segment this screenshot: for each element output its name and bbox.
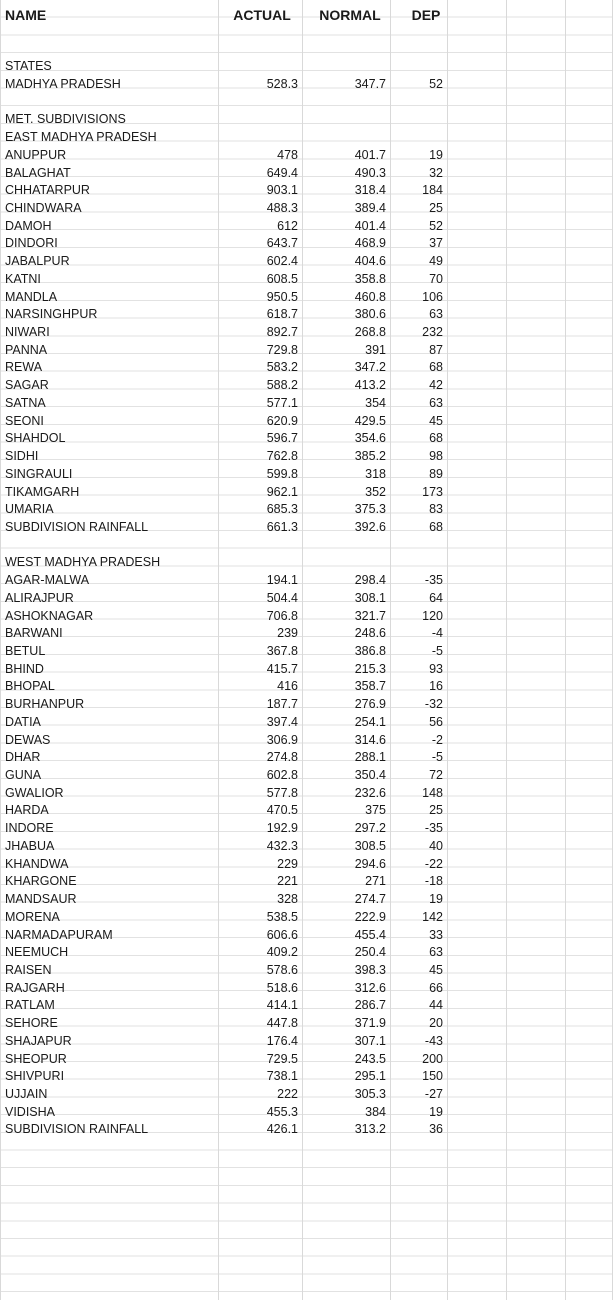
cell-actual[interactable]: 649.4 [266, 165, 298, 180]
cell-actual[interactable]: 962.1 [266, 484, 298, 499]
table-row [0, 1086, 613, 1104]
cell-name[interactable]: KHANDWA [5, 856, 69, 871]
cell-normal[interactable]: 375 [365, 803, 386, 818]
cell-dep[interactable]: 19 [429, 147, 443, 162]
cell-normal[interactable]: 295.1 [354, 1069, 386, 1084]
cell-name[interactable]: SAGAR [5, 378, 49, 393]
cell-actual[interactable]: 606.6 [266, 927, 298, 942]
table-row [0, 253, 613, 271]
cell-name[interactable]: BURHANPUR [5, 697, 85, 712]
cell-dep[interactable]: 68 [429, 360, 443, 375]
table-row [0, 147, 613, 165]
cell-dep[interactable]: 45 [429, 962, 443, 977]
table-row [0, 94, 613, 112]
table-row [0, 395, 613, 413]
table-row [0, 980, 613, 998]
cell-actual[interactable]: 455.3 [266, 1104, 298, 1119]
table-row [0, 58, 613, 76]
cell-normal[interactable]: 313.2 [354, 1122, 386, 1137]
table-row [0, 625, 613, 643]
table-row [0, 537, 613, 555]
cell-dep[interactable]: 142 [422, 909, 443, 924]
cell-name[interactable]: MANDLA [5, 289, 58, 304]
cell-actual[interactable]: 328 [277, 892, 298, 907]
cell-actual[interactable]: 415.7 [266, 661, 298, 676]
cell-normal[interactable]: 307.1 [354, 1033, 386, 1048]
header-normal[interactable]: NORMAL [319, 7, 381, 23]
table-row [0, 484, 613, 502]
cell-name[interactable]: STATES [5, 59, 52, 74]
cell-name[interactable]: SEONI [5, 413, 44, 428]
cell-name[interactable]: DHAR [5, 750, 41, 765]
cell-actual[interactable]: 892.7 [266, 325, 298, 340]
cell-actual[interactable]: 578.6 [266, 962, 298, 977]
cell-dep[interactable]: -18 [424, 874, 443, 889]
cell-dep[interactable]: -35 [424, 821, 443, 836]
cell-name[interactable]: VIDISHA [5, 1104, 56, 1119]
cell-actual[interactable]: 577.1 [266, 395, 298, 410]
table-row [0, 962, 613, 980]
table-row [0, 306, 613, 324]
cell-normal[interactable]: 305.3 [354, 1086, 386, 1101]
cell-dep[interactable]: 72 [429, 768, 443, 783]
cell-actual[interactable]: 221 [277, 874, 298, 889]
cell-actual[interactable]: 409.2 [266, 945, 298, 960]
cell-normal[interactable]: 250.4 [354, 945, 386, 960]
table-row [0, 820, 613, 838]
cell-actual[interactable]: 229 [277, 856, 298, 871]
table-row [0, 1068, 613, 1086]
cell-actual[interactable]: 596.7 [266, 431, 298, 446]
cell-name[interactable]: NARMADAPURAM [5, 927, 113, 942]
cell-dep[interactable]: 63 [429, 307, 443, 322]
cell-normal[interactable]: 371.9 [354, 1016, 386, 1031]
cell-dep[interactable]: 44 [429, 998, 443, 1013]
cell-actual[interactable]: 738.1 [266, 1069, 298, 1084]
cell-actual[interactable]: 618.7 [266, 307, 298, 322]
cell-dep[interactable]: 70 [429, 271, 443, 286]
cell-actual[interactable]: 432.3 [266, 838, 298, 853]
table-row [0, 927, 613, 945]
cell-normal[interactable]: 347.2 [354, 360, 386, 375]
cell-normal[interactable]: 401.7 [354, 147, 386, 162]
cell-normal[interactable]: 347.7 [354, 76, 386, 91]
table-row [0, 678, 613, 696]
cell-name[interactable]: SUBDIVISION RAINFALL [5, 1122, 149, 1137]
cell-dep[interactable]: -35 [424, 573, 443, 588]
cell-actual[interactable]: 643.7 [266, 236, 298, 251]
cell-dep[interactable]: 150 [422, 1069, 443, 1084]
cell-name[interactable]: JHABUA [5, 838, 55, 853]
cell-normal[interactable]: 286.7 [354, 998, 386, 1013]
table-row [0, 732, 613, 750]
cell-dep[interactable]: 232 [422, 325, 443, 340]
cell-name[interactable]: KHARGONE [5, 874, 77, 889]
cell-actual[interactable]: 397.4 [266, 714, 298, 729]
table-row [0, 802, 613, 820]
cell-actual[interactable]: 187.7 [266, 697, 298, 712]
cell-name[interactable]: ANUPPUR [5, 147, 67, 162]
cell-dep[interactable]: 40 [429, 838, 443, 853]
cell-name[interactable]: DAMOH [5, 218, 52, 233]
cell-actual[interactable]: 416 [277, 679, 298, 694]
cell-dep[interactable]: 63 [429, 395, 443, 410]
cell-normal[interactable]: 490.3 [354, 165, 386, 180]
cell-name[interactable]: RAJGARH [5, 980, 65, 995]
cell-normal[interactable]: 243.5 [354, 1051, 386, 1066]
cell-normal[interactable]: 294.6 [354, 856, 386, 871]
header-row [0, 0, 613, 30]
cell-name[interactable]: WEST MADHYA PRADESH [5, 555, 161, 570]
cell-name[interactable]: REWA [5, 360, 43, 375]
table-row [0, 324, 613, 342]
cell-actual[interactable]: 729.8 [266, 342, 298, 357]
cell-actual[interactable]: 903.1 [266, 183, 298, 198]
cell-name[interactable]: DEWAS [5, 732, 51, 747]
cell-name[interactable]: CHINDWARA [5, 200, 82, 215]
cell-dep[interactable]: 64 [429, 590, 443, 605]
cell-name[interactable]: BALAGHAT [5, 165, 71, 180]
cell-actual[interactable]: 661.3 [266, 519, 298, 534]
cell-name[interactable]: BHIND [5, 661, 44, 676]
cell-dep[interactable]: -27 [424, 1086, 443, 1101]
cell-normal[interactable]: 358.7 [354, 679, 386, 694]
cell-normal[interactable]: 232.6 [354, 785, 386, 800]
table-row [0, 377, 613, 395]
cell-name[interactable]: HARDA [5, 803, 49, 818]
cell-dep[interactable]: 83 [429, 502, 443, 517]
cell-normal[interactable]: 298.4 [354, 573, 386, 588]
cell-normal[interactable]: 460.8 [354, 289, 386, 304]
cell-dep[interactable]: 19 [429, 1104, 443, 1119]
cell-name[interactable]: BHOPAL [5, 679, 55, 694]
table-row [0, 1015, 613, 1033]
cell-dep[interactable]: 36 [429, 1122, 443, 1137]
cell-name[interactable]: BARWANI [5, 626, 63, 641]
cell-name[interactable]: SHAJAPUR [5, 1033, 72, 1048]
cell-dep[interactable]: 37 [429, 236, 443, 251]
cell-actual[interactable]: 504.4 [266, 590, 298, 605]
cell-dep[interactable]: 200 [422, 1051, 443, 1066]
cell-actual[interactable]: 612 [277, 218, 298, 233]
table-row [0, 235, 613, 253]
table-row [0, 41, 613, 59]
cell-name[interactable]: INDORE [5, 821, 54, 836]
table-row [0, 466, 613, 484]
cell-normal[interactable]: 254.1 [354, 714, 386, 729]
cell-name[interactable]: DATIA [5, 714, 41, 729]
table-row [0, 554, 613, 572]
table-row [0, 129, 613, 147]
table-row [0, 661, 613, 679]
cell-actual[interactable]: 608.5 [266, 271, 298, 286]
table-row [0, 785, 613, 803]
table-row [0, 271, 613, 289]
cell-actual[interactable]: 950.5 [266, 289, 298, 304]
cell-name[interactable]: SHIVPURI [5, 1069, 65, 1084]
cell-name[interactable]: MET. SUBDIVISIONS [5, 112, 126, 127]
cell-dep[interactable]: 93 [429, 661, 443, 676]
cell-dep[interactable]: 184 [422, 183, 443, 198]
cell-normal[interactable]: 389.4 [354, 200, 386, 215]
table-row [0, 944, 613, 962]
cell-dep[interactable]: 33 [429, 927, 443, 942]
cell-dep[interactable]: -5 [431, 750, 443, 765]
cell-normal[interactable]: 380.6 [354, 307, 386, 322]
cell-normal[interactable]: 384 [365, 1104, 386, 1119]
table-row [0, 749, 613, 767]
cell-actual[interactable]: 194.1 [266, 573, 298, 588]
table-row [0, 289, 613, 307]
cell-dep[interactable]: 89 [429, 466, 443, 481]
cell-actual[interactable]: 222 [277, 1086, 298, 1101]
cell-dep[interactable]: 16 [429, 679, 443, 694]
cell-name[interactable]: SUBDIVISION RAINFALL [5, 519, 149, 534]
cell-dep[interactable]: 19 [429, 892, 443, 907]
table-row [0, 572, 613, 590]
cell-name[interactable]: ASHOKNAGAR [5, 608, 94, 623]
cell-actual[interactable]: 538.5 [266, 909, 298, 924]
cell-normal[interactable]: 404.6 [354, 254, 386, 269]
cell-normal[interactable]: 385.2 [354, 449, 386, 464]
cell-name[interactable]: MORENA [5, 909, 60, 924]
cell-name[interactable]: EAST MADHYA PRADESH [5, 130, 157, 145]
cell-name[interactable]: RATLAM [5, 998, 55, 1013]
cell-normal[interactable]: 318.4 [354, 183, 386, 198]
cell-actual[interactable]: 602.8 [266, 768, 298, 783]
table-row [0, 838, 613, 856]
table-row [0, 200, 613, 218]
cell-actual[interactable]: 602.4 [266, 254, 298, 269]
cell-name[interactable]: SEHORE [5, 1016, 58, 1031]
cell-actual[interactable]: 239 [277, 626, 298, 641]
cell-actual[interactable]: 706.8 [266, 608, 298, 623]
cell-actual[interactable]: 762.8 [266, 449, 298, 464]
cell-dep[interactable]: 20 [429, 1016, 443, 1031]
cell-actual[interactable]: 470.5 [266, 803, 298, 818]
cell-name[interactable]: ALIRAJPUR [5, 590, 74, 605]
cell-normal[interactable]: 386.8 [354, 643, 386, 658]
table-row [0, 76, 613, 94]
cell-dep[interactable]: -32 [424, 697, 443, 712]
table-row [0, 448, 613, 466]
cell-normal[interactable]: 288.1 [354, 750, 386, 765]
cell-dep[interactable]: 98 [429, 449, 443, 464]
cell-normal[interactable]: 350.4 [354, 768, 386, 783]
cell-actual[interactable]: 478 [277, 147, 298, 162]
cell-actual[interactable]: 306.9 [266, 732, 298, 747]
cell-name[interactable]: JABALPUR [5, 254, 70, 269]
cell-dep[interactable]: 120 [422, 608, 443, 623]
cell-normal[interactable]: 391 [365, 342, 386, 357]
cell-normal[interactable]: 354 [365, 395, 386, 410]
cell-dep[interactable]: 106 [422, 289, 443, 304]
cell-dep[interactable]: -43 [424, 1033, 443, 1048]
cell-normal[interactable]: 413.2 [354, 378, 386, 393]
cell-normal[interactable]: 375.3 [354, 502, 386, 517]
cell-normal[interactable]: 455.4 [354, 927, 386, 942]
cell-actual[interactable]: 414.1 [266, 998, 298, 1013]
cell-dep[interactable]: 25 [429, 803, 443, 818]
header-actual[interactable]: ACTUAL [233, 7, 291, 23]
cell-actual[interactable]: 528.3 [266, 76, 298, 91]
cell-normal[interactable]: 271 [365, 874, 386, 889]
table-row [0, 1104, 613, 1122]
cell-dep[interactable]: -2 [431, 732, 443, 747]
cell-dep[interactable]: 56 [429, 714, 443, 729]
cell-dep[interactable]: 45 [429, 413, 443, 428]
cell-name[interactable]: MANDSAUR [5, 892, 77, 907]
cell-normal[interactable]: 297.2 [354, 821, 386, 836]
cell-actual[interactable]: 588.2 [266, 378, 298, 393]
cell-actual[interactable]: 583.2 [266, 360, 298, 375]
cell-normal[interactable]: 276.9 [354, 697, 386, 712]
cell-name[interactable]: MADHYA PRADESH [5, 76, 121, 91]
cell-normal[interactable]: 318 [365, 466, 386, 481]
cell-normal[interactable]: 312.6 [354, 980, 386, 995]
cell-actual[interactable]: 426.1 [266, 1122, 298, 1137]
table-row [0, 1121, 613, 1139]
cell-actual[interactable]: 367.8 [266, 643, 298, 658]
cell-normal[interactable]: 268.8 [354, 325, 386, 340]
cell-dep[interactable]: -4 [431, 626, 443, 641]
cell-dep[interactable]: 49 [429, 254, 443, 269]
cell-name[interactable]: BETUL [5, 643, 46, 658]
cell-normal[interactable]: 354.6 [354, 431, 386, 446]
cell-actual[interactable]: 729.5 [266, 1051, 298, 1066]
cell-actual[interactable]: 577.8 [266, 785, 298, 800]
cell-normal[interactable]: 248.6 [354, 626, 386, 641]
cell-dep[interactable]: 87 [429, 342, 443, 357]
table-row [0, 218, 613, 236]
table-row [0, 873, 613, 891]
cell-dep[interactable]: 148 [422, 785, 443, 800]
table-row [0, 501, 613, 519]
cell-actual[interactable]: 447.8 [266, 1016, 298, 1031]
table-row [0, 608, 613, 626]
cell-normal[interactable]: 321.7 [354, 608, 386, 623]
header-dep[interactable]: DEP [411, 7, 441, 23]
cell-actual[interactable]: 620.9 [266, 413, 298, 428]
cell-name[interactable]: KATNI [5, 271, 41, 286]
cell-normal[interactable]: 468.9 [354, 236, 386, 251]
cell-actual[interactable]: 176.4 [266, 1033, 298, 1048]
cell-normal[interactable]: 401.4 [354, 218, 386, 233]
cell-normal[interactable]: 274.7 [354, 892, 386, 907]
table-row [0, 182, 613, 200]
cell-normal[interactable]: 352 [365, 484, 386, 499]
table-row [0, 696, 613, 714]
cell-actual[interactable]: 274.8 [266, 750, 298, 765]
cell-dep[interactable]: 66 [429, 980, 443, 995]
table-row [0, 519, 613, 537]
cell-dep[interactable]: 32 [429, 165, 443, 180]
cell-normal[interactable]: 392.6 [354, 519, 386, 534]
cell-dep[interactable]: 52 [429, 218, 443, 233]
cell-name[interactable]: TIKAMGARH [5, 484, 80, 499]
cell-name[interactable]: GWALIOR [5, 785, 64, 800]
table-row [0, 1033, 613, 1051]
cell-dep[interactable]: 25 [429, 200, 443, 215]
cell-name[interactable]: PANNA [5, 342, 48, 357]
table-row [0, 359, 613, 377]
cell-dep[interactable]: 42 [429, 378, 443, 393]
cell-dep[interactable]: -22 [424, 856, 443, 871]
cell-dep[interactable]: 68 [429, 431, 443, 446]
cell-name[interactable]: SINGRAULI [5, 466, 73, 481]
table-row [0, 891, 613, 909]
cell-normal[interactable]: 429.5 [354, 413, 386, 428]
cell-name[interactable]: AGAR-MALWA [5, 573, 90, 588]
table-row [0, 165, 613, 183]
cell-name[interactable]: SHEOPUR [5, 1051, 67, 1066]
table-row [0, 643, 613, 661]
cell-name[interactable]: NEEMUCH [5, 945, 69, 960]
cell-normal[interactable]: 308.1 [354, 590, 386, 605]
cell-dep[interactable]: 63 [429, 945, 443, 960]
cell-actual[interactable]: 192.9 [266, 821, 298, 836]
cell-actual[interactable]: 518.6 [266, 980, 298, 995]
cell-name[interactable]: UMARIA [5, 502, 54, 517]
cell-dep[interactable]: -5 [431, 643, 443, 658]
cell-name[interactable]: SATNA [5, 395, 46, 410]
cell-name[interactable]: RAISEN [5, 962, 52, 977]
table-row [0, 767, 613, 785]
cell-name[interactable]: SHAHDOL [5, 431, 66, 446]
table-row [0, 714, 613, 732]
table-row [0, 590, 613, 608]
table-row [0, 413, 613, 431]
table-row [0, 909, 613, 927]
cell-name[interactable]: DINDORI [5, 236, 58, 251]
cell-normal[interactable]: 398.3 [354, 962, 386, 977]
cell-name[interactable]: UJJAIN [5, 1086, 48, 1101]
cell-normal[interactable]: 215.3 [354, 661, 386, 676]
cell-dep[interactable]: 173 [422, 484, 443, 499]
cell-normal[interactable]: 314.6 [354, 732, 386, 747]
table-row [0, 430, 613, 448]
cell-name[interactable]: CHHATARPUR [5, 183, 90, 198]
cell-actual[interactable]: 685.3 [266, 502, 298, 517]
cell-normal[interactable]: 222.9 [354, 909, 386, 924]
cell-name[interactable]: NARSINGHPUR [5, 307, 98, 322]
table-row [0, 342, 613, 360]
cell-name[interactable]: GUNA [5, 768, 42, 783]
cell-normal[interactable]: 308.5 [354, 838, 386, 853]
header-name[interactable]: NAME [5, 7, 47, 23]
cell-dep[interactable]: 52 [429, 76, 443, 91]
table-row [0, 856, 613, 874]
cell-dep[interactable]: 68 [429, 519, 443, 534]
cell-name[interactable]: NIWARI [5, 325, 50, 340]
cell-name[interactable]: SIDHI [5, 449, 39, 464]
cell-normal[interactable]: 358.8 [354, 271, 386, 286]
table-row [0, 111, 613, 129]
cell-actual[interactable]: 488.3 [266, 200, 298, 215]
table-row [0, 1051, 613, 1069]
table-row [0, 997, 613, 1015]
cell-actual[interactable]: 599.8 [266, 466, 298, 481]
